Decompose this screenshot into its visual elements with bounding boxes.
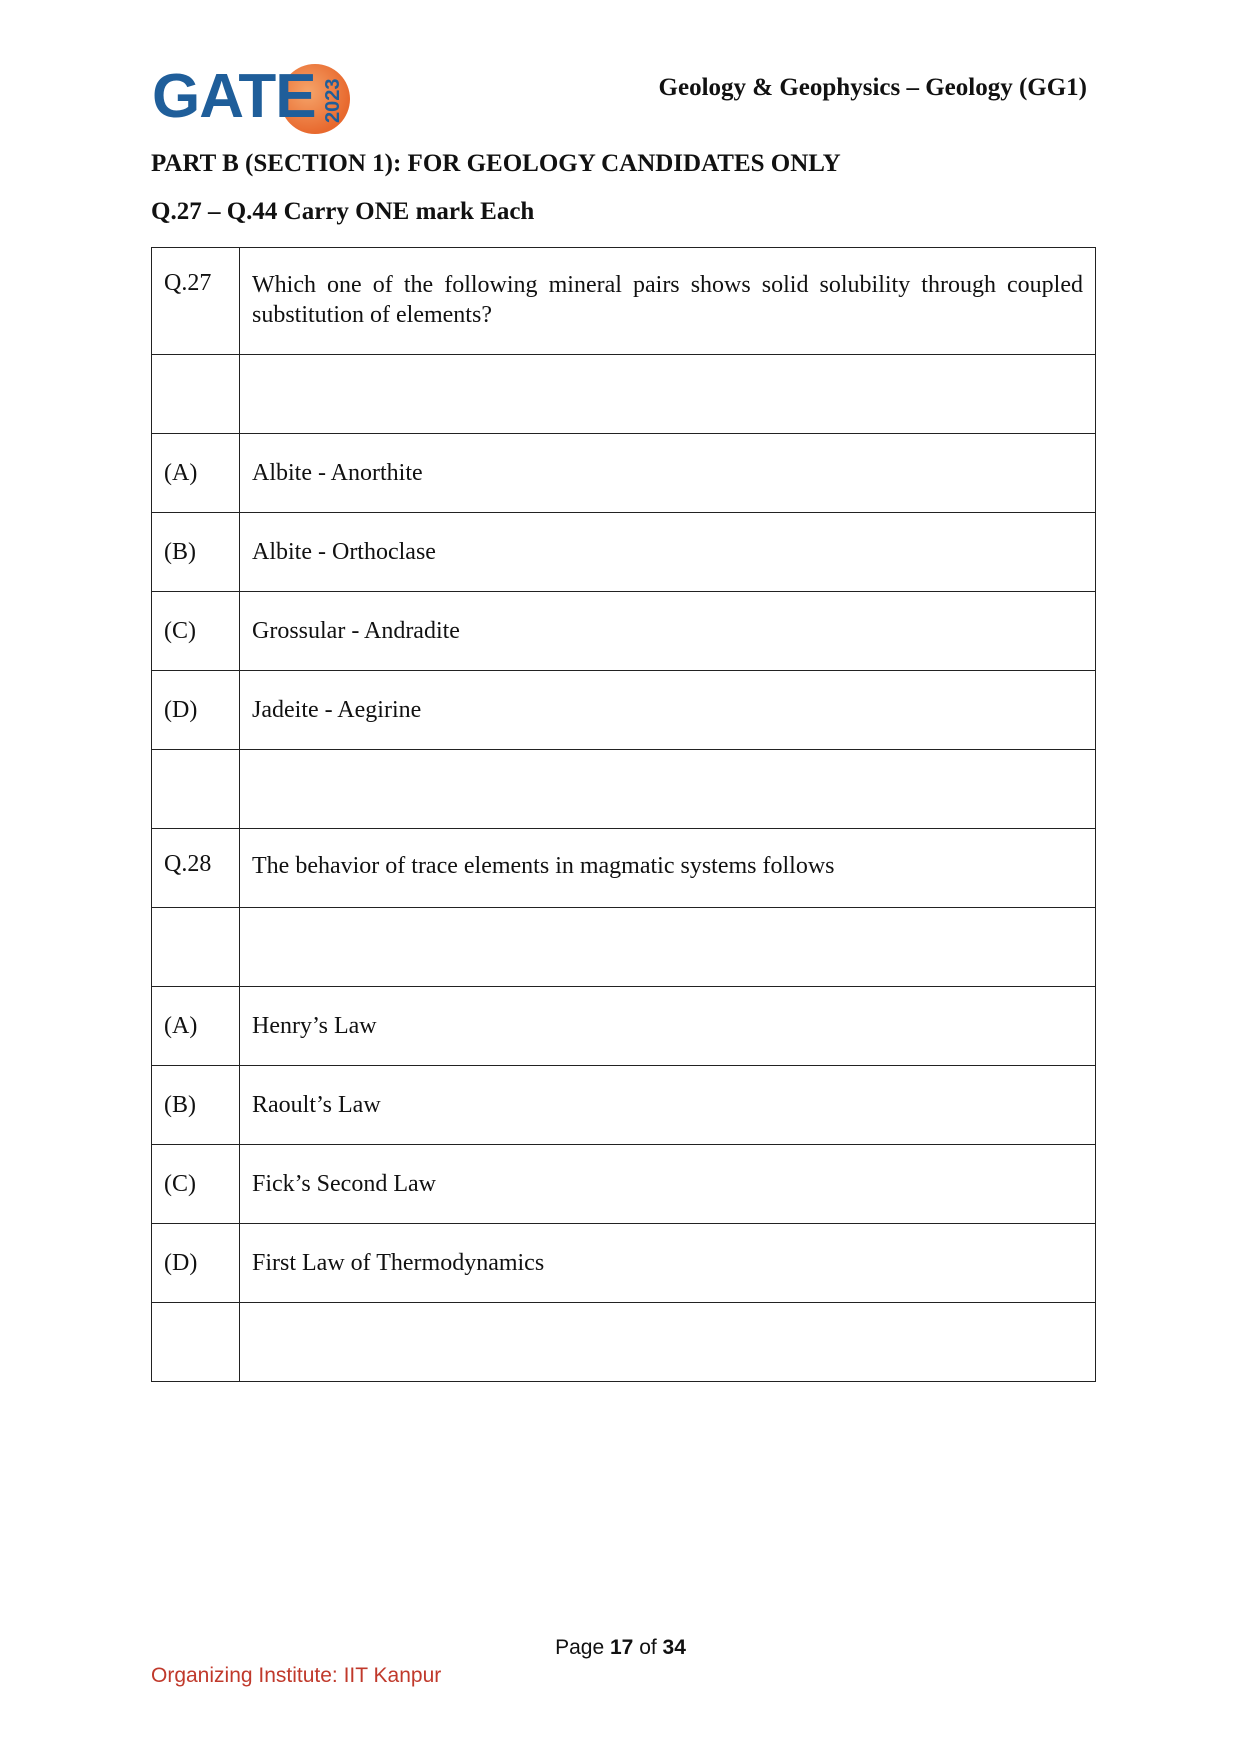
- spacer-row: [152, 355, 1096, 434]
- option-row: [152, 434, 1096, 513]
- question-text: Which one of the following mineral pairs shows solid solubility through coupled substitution of elements?: [240, 248, 1096, 355]
- option-label: (C): [152, 1145, 240, 1224]
- question-row: [152, 829, 1096, 908]
- option-label: (D): [152, 671, 240, 750]
- question-row: [152, 248, 1096, 355]
- option-label: (A): [152, 987, 240, 1066]
- option-text: Raoult’s Law: [240, 1066, 1096, 1145]
- option-label: (A): [152, 434, 240, 513]
- page-number: [0, 1636, 1241, 1660]
- page-prefix: Page: [555, 1636, 605, 1659]
- page-of: of: [639, 1636, 657, 1659]
- option-text: Albite - Orthoclase: [240, 513, 1096, 592]
- paper-title: Geology & Geophysics – Geology (GG1): [658, 74, 1087, 101]
- option-row: [152, 513, 1096, 592]
- question-number: Q.27: [152, 248, 240, 355]
- option-text: Albite - Anorthite: [240, 434, 1096, 513]
- logo-year: 2023: [322, 78, 344, 124]
- option-row: [152, 592, 1096, 671]
- option-row: [152, 1145, 1096, 1224]
- page-total: 34: [662, 1636, 686, 1659]
- section-heading: PART B (SECTION 1): FOR GEOLOGY CANDIDATES ONLY: [151, 150, 841, 177]
- question-number: Q.28: [152, 829, 240, 908]
- option-label: (D): [152, 1224, 240, 1303]
- logo-text: GATE: [152, 62, 316, 131]
- option-row: [152, 987, 1096, 1066]
- option-text: Grossular - Andradite: [240, 592, 1096, 671]
- option-text: Jadeite - Aegirine: [240, 671, 1096, 750]
- page-current: 17: [609, 1636, 634, 1659]
- option-label: (B): [152, 1066, 240, 1145]
- spacer-row: [152, 908, 1096, 987]
- option-text: Henry’s Law: [240, 987, 1096, 1066]
- question-text: The behavior of trace elements in magmatic systems follows: [240, 829, 1096, 908]
- question-table: [151, 247, 1096, 1382]
- organizing-institute: Organizing Institute: IIT Kanpur: [151, 1664, 442, 1687]
- option-row: [152, 1224, 1096, 1303]
- marks-heading: Q.27 – Q.44 Carry ONE mark Each: [151, 198, 535, 225]
- option-label: (C): [152, 592, 240, 671]
- option-row: [152, 671, 1096, 750]
- option-text: First Law of Thermodynamics: [240, 1224, 1096, 1303]
- option-text: Fick’s Second Law: [240, 1145, 1096, 1224]
- gate-logo: [152, 60, 362, 138]
- option-row: [152, 1066, 1096, 1145]
- spacer-row: [152, 750, 1096, 829]
- option-label: (B): [152, 513, 240, 592]
- spacer-row: [152, 1303, 1096, 1382]
